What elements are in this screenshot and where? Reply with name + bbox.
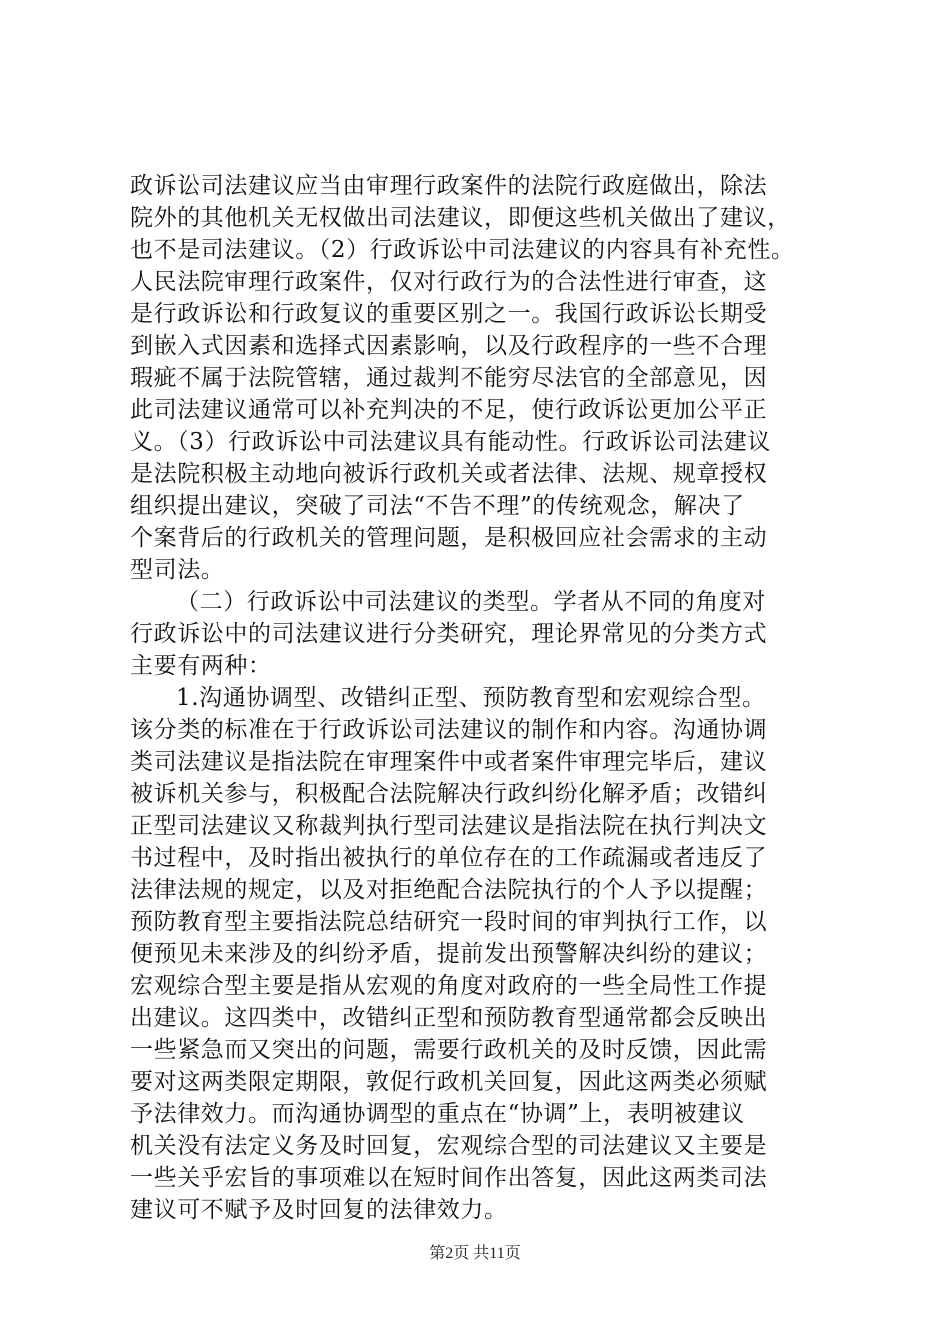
text-line: 瑕疵不属于法院管辖，通过裁判不能穷尽法官的全部意见，因 bbox=[130, 365, 768, 391]
text-line: 被诉机关参与，积极配合法院解决行政纠纷化解矛盾；改错纠 bbox=[130, 781, 768, 807]
text-line: 予法律效力。而沟通协调型的重点在“协调”上，表明被建议 bbox=[130, 1101, 745, 1127]
text-line: 人民法院审理行政案件，仅对行政行为的合法性进行审查，这 bbox=[130, 269, 768, 295]
text-line: 个案背后的行政机关的管理问题，是积极回应社会需求的主动 bbox=[130, 525, 768, 551]
text-line: 是行政诉讼和行政复议的重要区别之一。我国行政诉讼长期受 bbox=[130, 301, 768, 327]
text-line: 该分类的标准在于行政诉讼司法建议的制作和内容。沟通协调 bbox=[130, 717, 768, 743]
text-line: 便预见未来涉及的纠纷矛盾，提前发出预警解决纠纷的建议； bbox=[130, 941, 768, 967]
text-line: 组织提出建议，突破了司法“不告不理”的传统观念，解决了 bbox=[130, 493, 745, 519]
body-text bbox=[130, 170, 830, 1226]
text-line: 法律法规的规定，以及对拒绝配合法院执行的个人予以提醒； bbox=[130, 877, 768, 903]
text-line: 宏观综合型主要是指从宏观的角度对政府的一些全局性工作提 bbox=[130, 973, 768, 999]
text-line: 此司法建议通常可以补充判决的不足，使行政诉讼更加公平正 bbox=[130, 397, 768, 423]
text-line: 到嵌入式因素和选择式因素影响，以及行政程序的一些不合理 bbox=[130, 333, 768, 359]
text-line: 政诉讼司法建议应当由审理行政案件的法院行政庭做出，除法 bbox=[130, 173, 768, 199]
text-line: 书过程中，及时指出被执行的单位存在的工作疏漏或者违反了 bbox=[130, 845, 768, 871]
text-line: 是法院积极主动地向被诉行政机关或者法律、法规、规章授权 bbox=[130, 461, 768, 487]
page-footer: 第2页 共11页 bbox=[429, 1245, 521, 1262]
text-line: 行政诉讼中的司法建议进行分类研究，理论界常见的分类方式 bbox=[130, 621, 768, 647]
paragraph-heading: （二）行政诉讼中司法建议的类型。学者从不同的角度对 bbox=[176, 589, 766, 615]
text-line: 一些紧急而又突出的问题，需要行政机关的及时反馈，因此需 bbox=[130, 1037, 768, 1063]
text-line: 也不是司法建议。（2）行政诉讼中司法建议的内容具有补充性。 bbox=[130, 237, 795, 263]
text-line: 型司法。 bbox=[130, 557, 225, 583]
text-line: 出建议。这四类中，改错纠正型和预防教育型通常都会反映出 bbox=[130, 1005, 768, 1031]
text-line: 预防教育型主要指法院总结研究一段时间的审判执行工作，以 bbox=[130, 909, 768, 935]
text-line: 建议可不赋予及时回复的法律效力。 bbox=[130, 1197, 508, 1223]
list-item-heading: 1.沟通协调型、改错纠正型、预防教育型和宏观综合型。 bbox=[176, 685, 766, 711]
text-line: 机关没有法定义务及时回复，宏观综合型的司法建议又主要是 bbox=[130, 1133, 768, 1159]
text-line: 院外的其他机关无权做出司法建议，即便这些机关做出了建议， bbox=[130, 205, 791, 231]
text-line: 主要有两种： bbox=[130, 653, 272, 679]
text-line: 类司法建议是指法院在审理案件中或者案件审理完毕后，建议 bbox=[130, 749, 768, 775]
text-line: 一些关乎宏旨的事项难以在短时间作出答复，因此这两类司法 bbox=[130, 1165, 768, 1191]
text-line: 正型司法建议又称裁判执行型司法建议是指法院在执行判决文 bbox=[130, 813, 768, 839]
text-line: 义。（3）行政诉讼中司法建议具有能动性。行政诉讼司法建议 bbox=[130, 429, 771, 455]
text-line: 要对这两类限定期限，敦促行政机关回复，因此这两类必须赋 bbox=[130, 1069, 768, 1095]
